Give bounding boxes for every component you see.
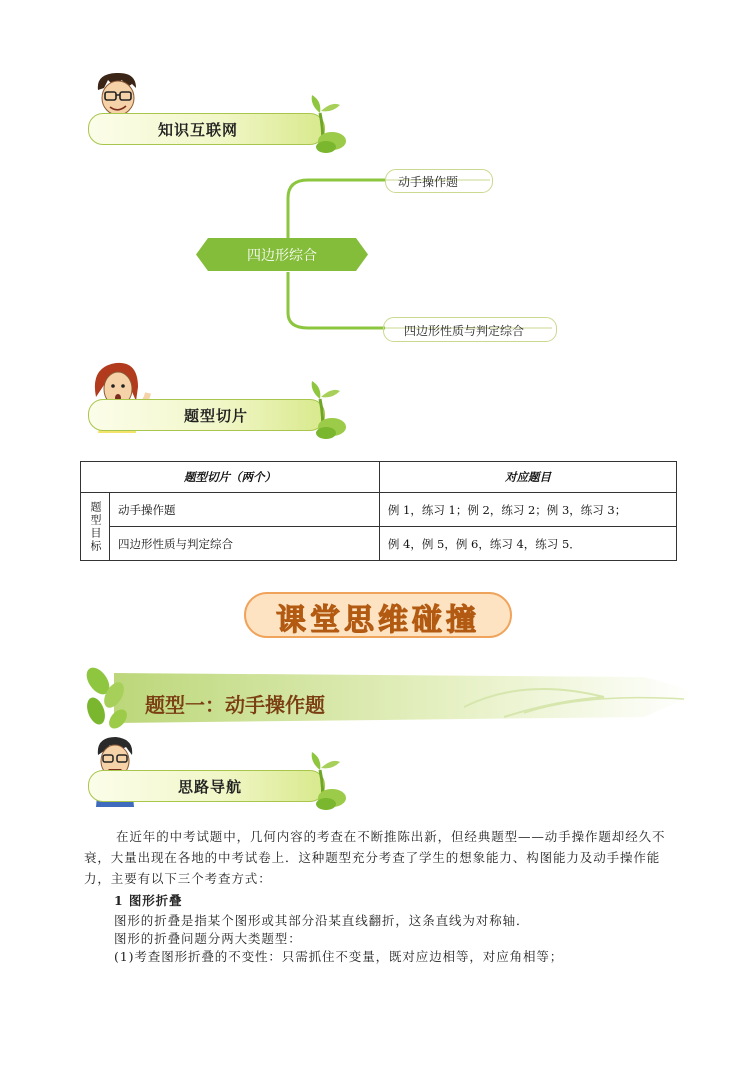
table-cell-topic: 四边形性质与判定综合: [110, 527, 380, 561]
section-banner-guide: [88, 770, 338, 802]
section-label: 题型切片: [184, 407, 249, 425]
table-cell-items: 例 4，例 5，例 6，练习 4，练习 5．: [379, 527, 676, 561]
table-row-group-label: 题型目标: [81, 493, 110, 561]
body-line: (1)考查图形折叠的不变性：只需抓住不变量，既对应边相等，对应角相等；: [114, 949, 564, 964]
body-paragraph: 在近年的中考试题中，几何内容的考查在不断推陈出新，但经典题型——动手操作题却经久不衰，大量出现在各地的中考试卷上．这种题型充分考查了学生的想象能力、构图能力及动手操作能力，主要有以下三个考查方式：: [84, 829, 666, 886]
mindmap-node-bottom: [383, 317, 557, 342]
mindmap-center-node: [196, 238, 368, 271]
body-line: 图形的折叠是指某个图形或其部分沿某直线翻折，这条直线为对称轴．: [114, 913, 530, 928]
topic-heading: 题型一：动手操作题: [145, 693, 325, 717]
body-heading: 1 图形折叠: [114, 893, 183, 908]
table-row: [81, 493, 677, 527]
table-header-left: 题型切片（两个）: [81, 462, 380, 493]
section-banner-network: [88, 113, 338, 145]
classroom-title-text: 课堂思维碰撞: [276, 603, 480, 638]
mindmap-node-bottom-label: 四边形性质与判定综合: [404, 324, 525, 338]
mindmap-node-top: [385, 169, 493, 193]
table-row: [81, 527, 677, 561]
mindmap-center-label: 四边形综合: [247, 248, 317, 264]
section-banner-slice: [88, 399, 338, 431]
sprout-leaf-icon: [308, 381, 348, 443]
section-label: 知识互联网: [158, 121, 239, 139]
body-line: 图形的折叠问题分两大类题型：: [114, 931, 302, 946]
classroom-title: [243, 591, 513, 639]
table-cell-topic: 动手操作题: [110, 493, 380, 527]
sprout-leaf-icon: [308, 95, 348, 157]
sprout-leaf-icon: [308, 752, 348, 814]
mindmap-node-top-label: 动手操作题: [398, 175, 459, 189]
question-type-table: [80, 461, 677, 561]
table-cell-items: 例 1，练习 1；例 2，练习 2；例 3，练习 3；: [379, 493, 676, 527]
table-header-row: [81, 462, 677, 493]
section-label: 思路导航: [178, 778, 243, 796]
table-header-right: 对应题目: [379, 462, 676, 493]
